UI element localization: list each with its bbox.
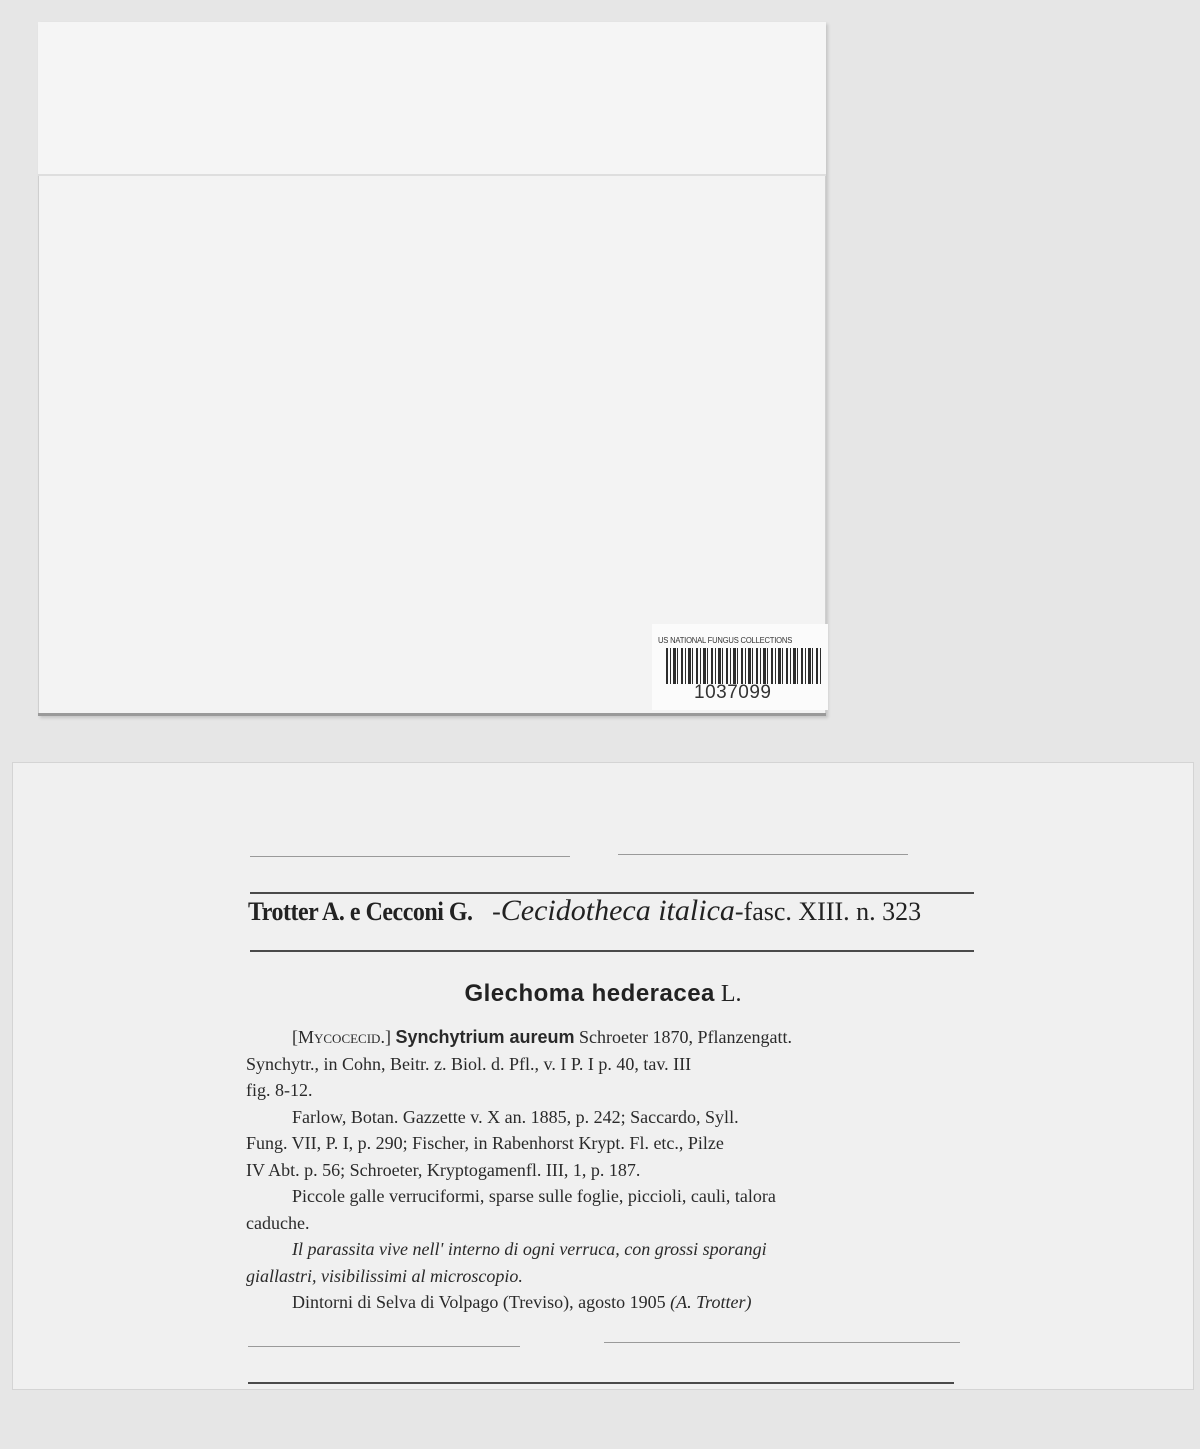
body-line-10: giallastri, visibilissimi al microscopio. — [246, 1265, 523, 1286]
specimen-envelope — [38, 22, 826, 716]
barcode-institution: US NATIONAL FUNGUS COLLECTIONS — [658, 636, 793, 645]
label-header — [248, 894, 984, 934]
body-line-8: caduche. — [246, 1212, 310, 1233]
body-line-7: Piccole galle verruciformi, sparse sulle foglie, piccioli, cauli, talora — [292, 1186, 776, 1206]
bottom-rule — [248, 1382, 954, 1384]
top-dashed-rule-left — [250, 856, 570, 857]
citation-start: Schroeter 1870, Pflanzengatt. — [579, 1027, 792, 1047]
host-title — [12, 980, 1194, 1008]
barcode-label — [652, 624, 828, 710]
label-body — [246, 1024, 970, 1316]
header-rule-bottom — [250, 950, 974, 952]
collector: (A. Trotter) — [670, 1292, 752, 1312]
header-series-title: Cecidotheca italica — [500, 894, 735, 927]
header-fascicle: -fasc. XIII. n. 323 — [734, 897, 922, 926]
header-authors: Trotter A. e Cecconi G. — [248, 897, 473, 926]
specimen-label — [12, 762, 1194, 1390]
top-dashed-rule-right — [618, 854, 908, 855]
body-line-4: Farlow, Botan. Gazzette v. X an. 1885, p. 242; Saccardo, Syll. — [292, 1106, 739, 1127]
envelope-edge — [38, 713, 826, 716]
category-tag: [Mycocecid.] — [292, 1027, 391, 1047]
bottom-dashed-rule-right — [604, 1342, 960, 1343]
bottom-dashed-rule-left — [248, 1346, 520, 1347]
body-line-3: fig. 8-12. — [246, 1080, 313, 1100]
header-separator: - — [492, 897, 501, 926]
envelope-flap — [38, 22, 826, 176]
locality-date: Dintorni di Selva di Volpago (Treviso), agosto 1905 — [292, 1292, 666, 1312]
body-line-5: Fung. VII, P. I, p. 290; Fischer, in Rabenhorst Krypt. Fl. etc., Pilze — [246, 1133, 724, 1153]
barcode-number: 1037099 — [694, 682, 772, 703]
host-name: Glechoma hederacea — [464, 980, 715, 1007]
body-line-6: IV Abt. p. 56; Schroeter, Kryptogamenfl. III, 1, p. 187. — [246, 1159, 641, 1180]
body-line-1 — [246, 1024, 970, 1051]
parasite-name: Synchytrium aureum — [395, 1027, 575, 1047]
host-author: L. — [720, 981, 742, 1007]
barcode-bars — [666, 648, 822, 684]
body-line-9: Il parassita vive nell' interno di ogni verruca, con grossi sporangi — [292, 1239, 767, 1259]
body-line-11 — [246, 1289, 970, 1316]
body-line-2: Synchytr., in Cohn, Beitr. z. Biol. d. Pfl., v. I P. I p. 40, tav. III — [246, 1053, 692, 1074]
